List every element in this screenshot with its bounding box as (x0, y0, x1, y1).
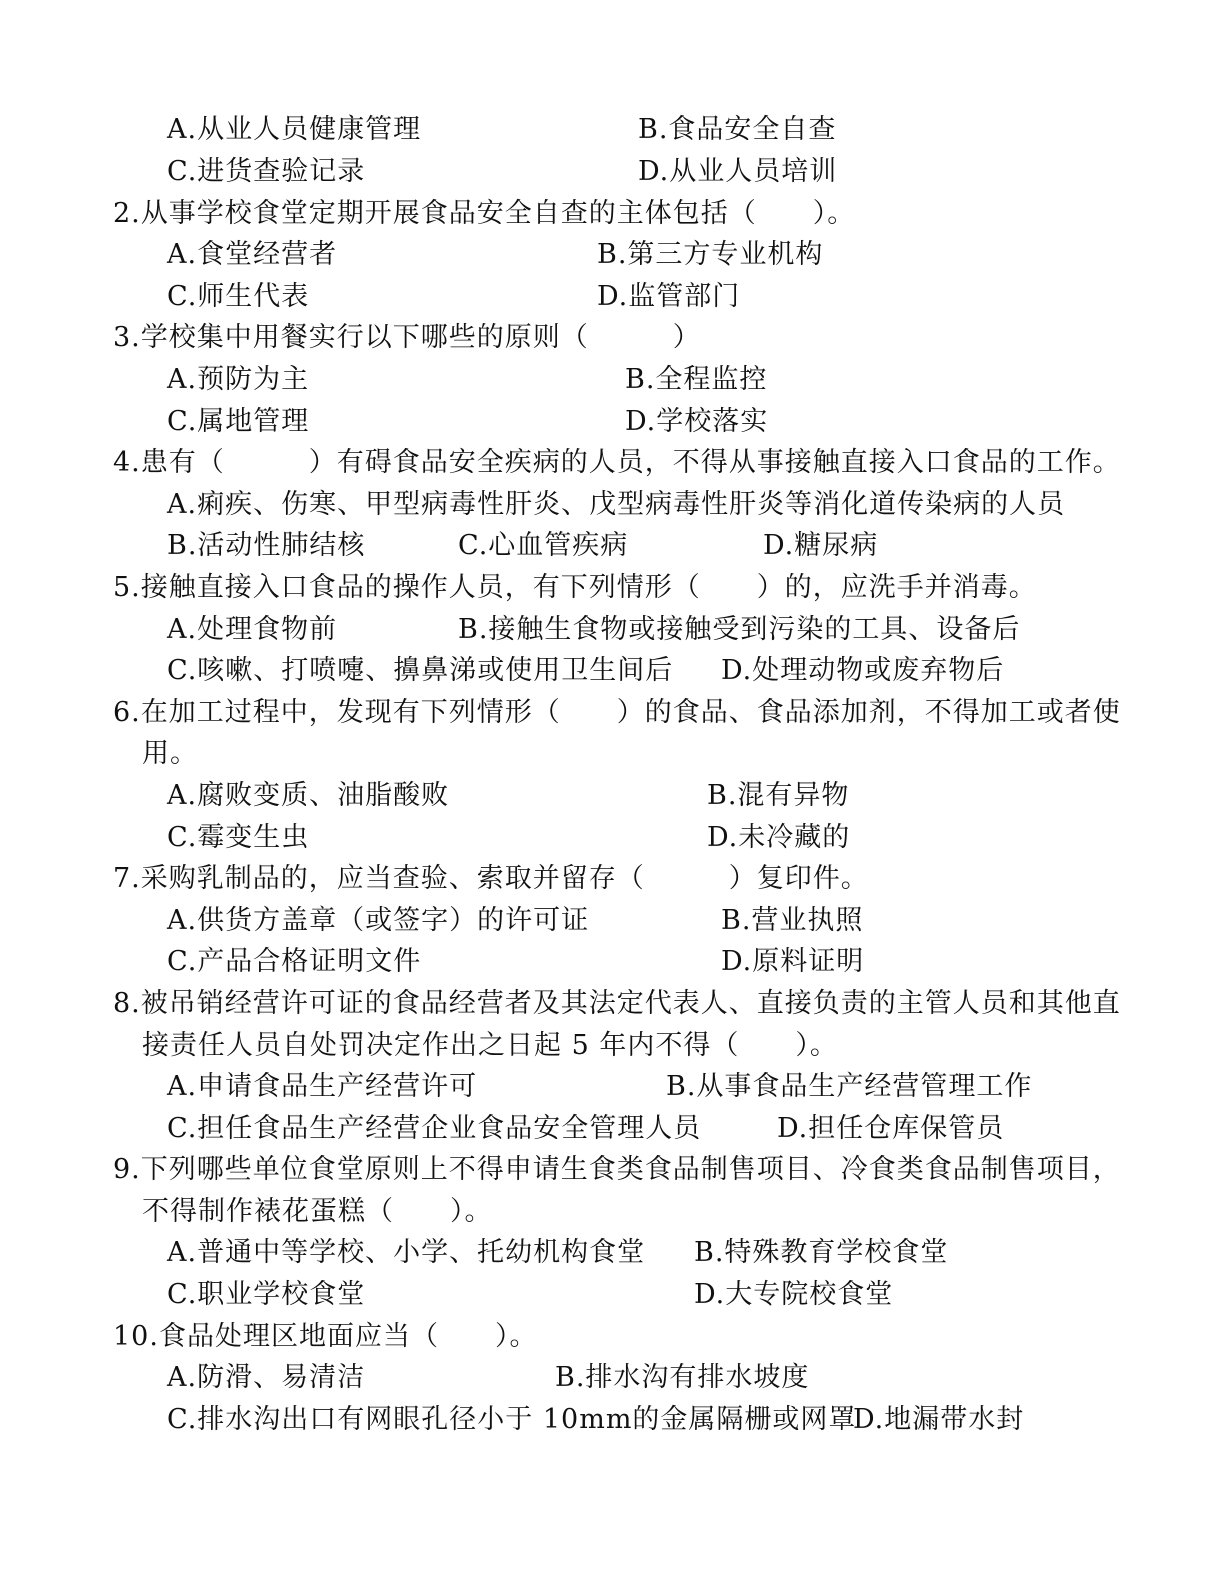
q6-option-a: A.腐败变质、油脂酸败 (167, 780, 450, 811)
q4-stem: 4.患有（ ）有碍食品安全疾病的人员，不得从事接触直接入口食品的工作。 (113, 447, 1121, 478)
q6-stem-line1: 6.在加工过程中，发现有下列情形（ ）的食品、食品添加剂，不得加工或者使 (113, 697, 1121, 728)
q9-option-c: C.职业学校食堂 (167, 1279, 366, 1310)
q8-stem-line1: 8.被吊销经营许可证的食品经营者及其法定代表人、直接负责的主管人员和其他直 (113, 988, 1121, 1019)
q9-option-d: D.大专院校食堂 (694, 1279, 894, 1310)
q6-option-d: D.未冷藏的 (707, 822, 851, 853)
q8-option-c: C.担任食品生产经营企业食品安全管理人员 (167, 1113, 702, 1144)
q2-stem: 2.从事学校食堂定期开展食品安全自查的主体包括（ ）。 (113, 198, 856, 229)
q2-option-c: C.师生代表 (167, 281, 310, 312)
q7-option-c: C.产品合格证明文件 (167, 946, 422, 977)
q10-option-b: B.排水沟有排水坡度 (555, 1362, 810, 1393)
q10-option-d: D.地漏带水封 (853, 1404, 1025, 1435)
q7-option-d: D.原料证明 (721, 946, 865, 977)
q3-option-b: B.全程监控 (625, 364, 768, 395)
q4-option-d: D.糖尿病 (763, 530, 879, 561)
q5-option-d: D.处理动物或废弃物后 (721, 655, 1005, 686)
q2-option-d: D.监管部门 (597, 281, 741, 312)
q4-option-b: B.活动性肺结核 (167, 530, 366, 561)
q9-option-a: A.普通中等学校、小学、托幼机构食堂 (167, 1237, 646, 1268)
q5-option-c: C.咳嗽、打喷嚏、擤鼻涕或使用卫生间后 (167, 655, 674, 686)
q3-option-c: C.属地管理 (167, 406, 310, 437)
q9-option-b: B.特殊教育学校食堂 (694, 1237, 949, 1268)
q9-stem-line2: 不得制作裱花蛋糕（ ）。 (142, 1196, 493, 1227)
q8-option-b: B.从事食品生产经营管理工作 (666, 1071, 1033, 1102)
q6-stem-line2: 用。 (142, 738, 198, 769)
q4-option-c: C.心血管疾病 (458, 530, 629, 561)
q7-option-b: B.营业执照 (721, 905, 864, 936)
q2-option-b: B.第三方专业机构 (597, 239, 824, 270)
q5-option-b: B.接触生食物或接触受到污染的工具、设备后 (458, 614, 1021, 645)
q3-option-d: D.学校落实 (625, 406, 769, 437)
q1-option-c: C.进货查验记录 (167, 156, 366, 187)
q2-option-a: A.食堂经营者 (167, 239, 338, 270)
q3-option-a: A.预防为主 (167, 364, 310, 395)
q1-option-d: D.从业人员培训 (638, 156, 838, 187)
q1-option-b: B.食品安全自查 (638, 114, 837, 145)
q8-option-a: A.申请食品生产经营许可 (167, 1071, 478, 1102)
q10-option-a: A.防滑、易清洁 (167, 1362, 366, 1393)
q5-option-a: A.处理食物前 (167, 614, 338, 645)
q6-option-c: C.霉变生虫 (167, 822, 310, 853)
q7-option-a: A.供货方盖章（或签字）的许可证 (167, 905, 590, 936)
q8-stem-line2: 接责任人员自处罚决定作出之日起 5 年内不得（ ）。 (142, 1030, 838, 1061)
q10-stem: 10.食品处理区地面应当（ ）。 (113, 1321, 538, 1352)
q6-option-b: B.混有异物 (707, 780, 850, 811)
q1-option-a: A.从业人员健康管理 (167, 114, 422, 145)
q4-option-a: A.痢疾、伤寒、甲型病毒性肝炎、戊型病毒性肝炎等消化道传染病的人员 (167, 489, 1066, 520)
q10-option-c: C.排水沟出口有网眼孔径小于 10mm的金属隔栅或网罩 (167, 1404, 857, 1435)
q8-option-d: D.担任仓库保管员 (777, 1113, 1005, 1144)
q9-stem-line1: 9.下列哪些单位食堂原则上不得申请生食类食品制售项目、冷食类食品制售项目， (113, 1154, 1121, 1185)
q3-stem: 3.学校集中用餐实行以下哪些的原则（ ） (113, 322, 701, 353)
q7-stem: 7.采购乳制品的，应当查验、索取并留存（ ）复印件。 (113, 863, 869, 894)
q5-stem: 5.接触直接入口食品的操作人员，有下列情形（ ）的，应洗手并消毒。 (113, 572, 1037, 603)
